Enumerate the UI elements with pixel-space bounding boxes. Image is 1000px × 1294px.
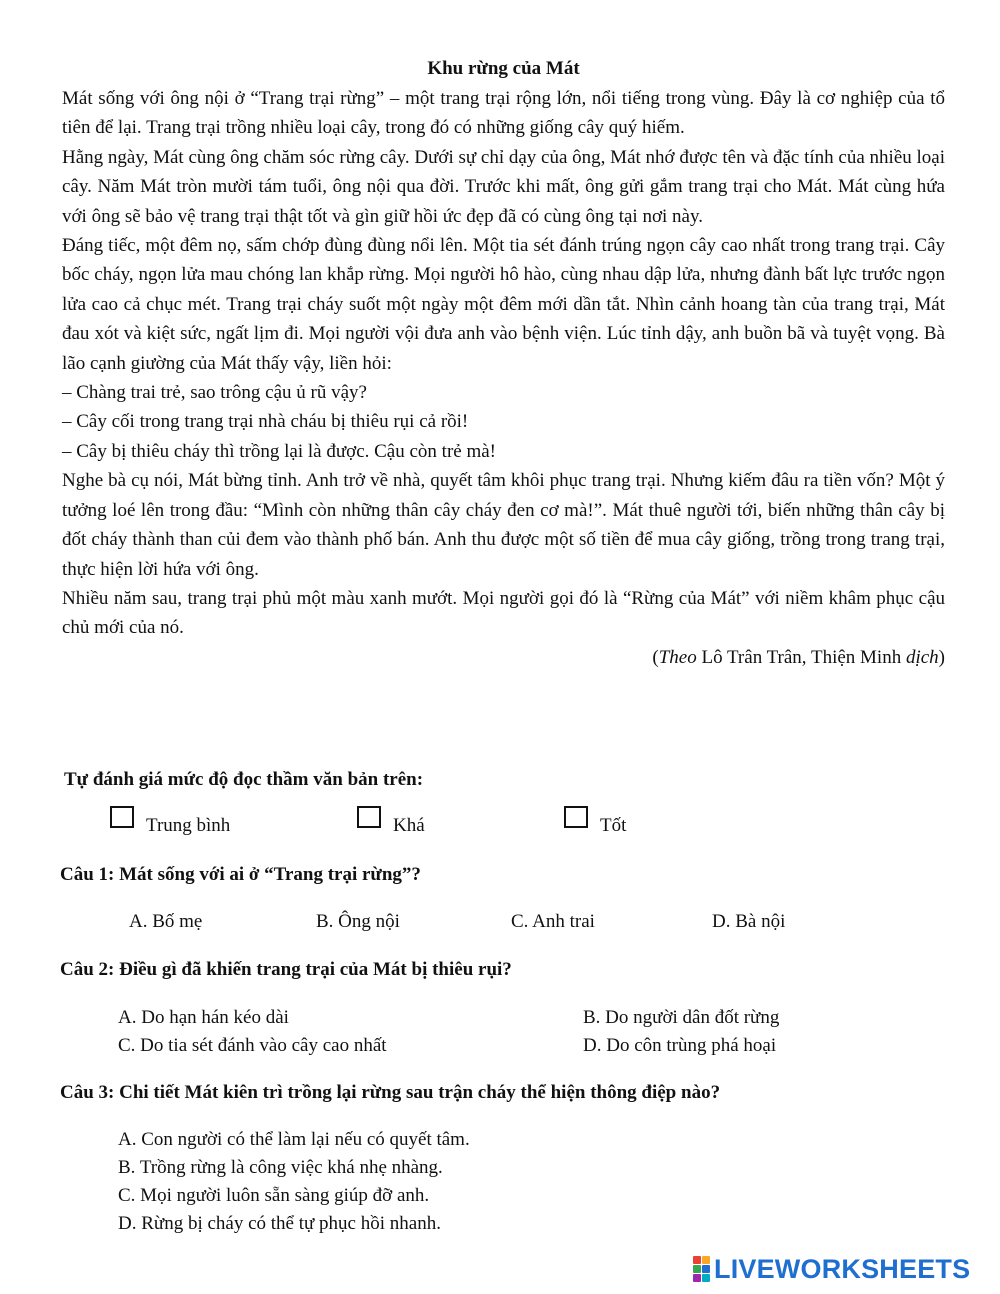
paragraph-4: Nghe bà cụ nói, Mát bừng tỉnh. Anh trở về nhà, quyết tâm khôi phục trang trại. Nhưng kiếm đâu ra tiền vốn? Một ý tưởng loé lên trong đầu: “Mình còn những thân cây cháy đen cơ mà!”. Mát thuê người tới, biến những thân cây bị đốt cháy thành than củi đem vào thành phố bán. Anh thu được một số tiền để mua cây giống, trồng trong trang trại, thực hiện lời hứa với ông. (62, 470, 945, 580)
dialogue-line-3: – Cây bị thiêu cháy thì trồng lại là được. Cậu còn trẻ mà! (62, 440, 497, 462)
q2-answer-a[interactable]: A. Do hạn hán kéo dài (118, 1007, 289, 1028)
assessment-option-trung-binh[interactable] (110, 806, 230, 834)
reading-passage (62, 54, 945, 673)
assessment-label-kha: Khá (393, 815, 425, 836)
dialogue-line-2: – Cây cối trong trang trại nhà cháu bị thiêu rụi cả rồi! (62, 411, 469, 433)
assessment-option-tot[interactable] (564, 806, 626, 834)
q1-answer-c[interactable]: C. Anh trai (511, 911, 595, 932)
q1-answer-d[interactable]: D. Bà nội (712, 911, 786, 932)
dialogue-line-1: – Chàng trai trẻ, sao trông cậu ủ rũ vậy? (62, 382, 367, 404)
paragraph-1: Mát sống với ông nội ở “Trang trại rừng” – một trang trại rộng lớn, nổi tiếng trong vùng. Đây là cơ nghiệp của tổ tiên để lại. Trang trại trồng nhiều loại cây, trong đó có những giống cây quý hiếm. (62, 88, 945, 139)
liveworksheets-logo[interactable] (693, 1254, 970, 1284)
attribution-theo: Theo (658, 646, 697, 668)
paragraph-3: Đáng tiếc, một đêm nọ, sấm chớp đùng đùng nổi lên. Một tia sét đánh trúng ngọn cây cao nhất trong trang trại. Cây bốc cháy, ngọn lửa mau chóng lan khắp rừng. Mọi người hô hào, cùng nhau dập lửa, nhưng đành bất lực trước ngọn lửa cao cả chục mét. Trang trại cháy suốt một ngày một đêm mới dần tắt. Nhìn cảnh hoang tàn của trang trại, Mát đau xót và kiệt sức, ngất lịm đi. Mọi người vội đưa anh vào bệnh viện. Lúc tỉnh dậy, anh buồn bã và tuyệt vọng. Bà lão cạnh giường của Mát thấy vậy, liền hỏi: (62, 235, 945, 374)
passage-title: Khu rừng của Mát (427, 58, 580, 79)
checkbox-kha[interactable] (357, 806, 381, 828)
question-1-label: Câu 1: Mát sống với ai ở “Trang trại rừng”? (60, 864, 421, 885)
q2-answer-d[interactable]: D. Do côn trùng phá hoại (583, 1035, 777, 1056)
self-assessment-heading: Tự đánh giá mức độ đọc thầm văn bản trên: (64, 769, 424, 790)
q1-answer-a[interactable]: A. Bố mẹ (129, 911, 203, 932)
logo-cell (693, 1265, 701, 1273)
q1-answer-b[interactable]: B. Ông nội (316, 911, 400, 932)
assessment-label-tot: Tốt (600, 815, 627, 836)
checkbox-tot[interactable] (564, 806, 588, 828)
q3-answer-b[interactable]: B. Trồng rừng là công việc khá nhẹ nhàng. (118, 1157, 443, 1178)
logo-cell (693, 1274, 701, 1282)
q3-answer-c[interactable]: C. Mọi người luôn sẵn sàng giúp đỡ anh. (118, 1185, 430, 1206)
logo-cell (702, 1265, 710, 1273)
assessment-option-kha[interactable] (357, 806, 425, 834)
attribution-open: ( (652, 646, 659, 668)
assessment-label-trung-binh: Trung bình (146, 815, 231, 836)
question-2-label: Câu 2: Điều gì đã khiến trang trại của Mát bị thiêu rụi? (60, 959, 512, 980)
q3-answer-a[interactable]: A. Con người có thể làm lại nếu có quyết tâm. (118, 1129, 470, 1150)
attribution-close: ) (938, 646, 945, 668)
attribution (62, 643, 945, 673)
attribution-dich: dịch (905, 646, 939, 668)
checkbox-trung-binh[interactable] (110, 806, 134, 828)
paragraph-5: Nhiều năm sau, trang trại phủ một màu xanh mướt. Mọi người gọi đó là “Rừng của Mát” với niềm khâm phục cậu chủ mới của nó. (62, 587, 945, 639)
liveworksheets-grid-icon (693, 1256, 710, 1282)
q3-answer-d[interactable]: D. Rừng bị cháy có thể tự phục hồi nhanh. (118, 1213, 441, 1234)
paragraph-2: Hằng ngày, Mát cùng ông chăm sóc rừng cây. Dưới sự chỉ dạy của ông, Mát nhớ được tên và đặc tính của nhiều loại cây. Năm Mát tròn mười tám tuổi, ông nội qua đời. Trước khi mất, ông gửi gắm trang trại cho Mát. Mát cùng hứa với ông sẽ bảo vệ trang trại thật tốt và gìn giữ hồi ức đẹp đã có cùng ông tại nơi này. (62, 146, 945, 227)
logo-cell (702, 1274, 710, 1282)
q2-answer-c[interactable]: C. Do tia sét đánh vào cây cao nhất (118, 1035, 387, 1056)
q2-answer-b[interactable]: B. Do người dân đốt rừng (583, 1007, 780, 1028)
logo-cell (693, 1256, 701, 1264)
question-3-label: Câu 3: Chi tiết Mát kiên trì trồng lại rừng sau trận cháy thể hiện thông điệp nào? (60, 1082, 721, 1103)
attribution-authors: Lô Trân Trân, Thiện Minh (696, 646, 906, 668)
logo-text: LIVEWORKSHEETS (714, 1253, 971, 1284)
logo-cell (702, 1256, 710, 1264)
